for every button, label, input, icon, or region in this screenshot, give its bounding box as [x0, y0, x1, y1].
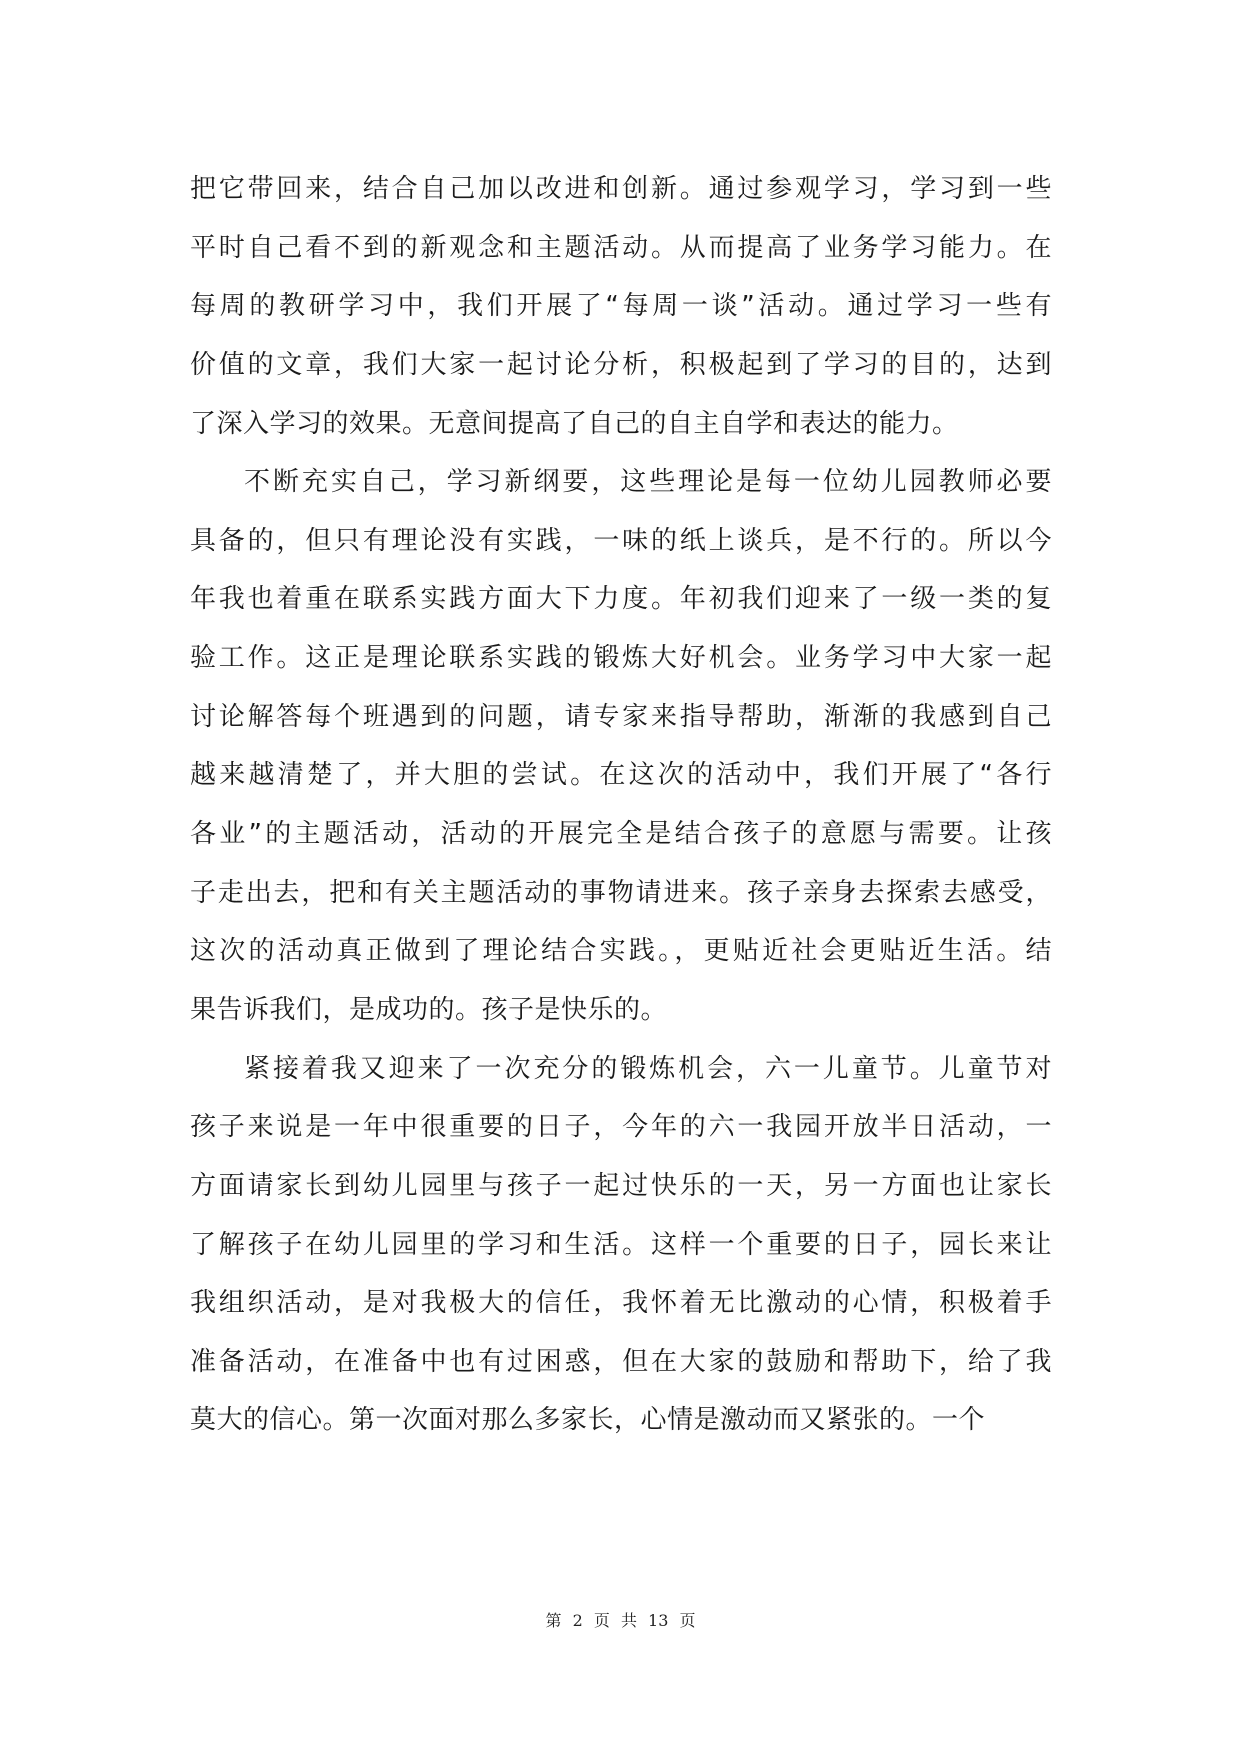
- text-line: 了解孩子在幼儿园里的学习和生活。这样一个重要的日子，园长来让: [190, 1229, 1052, 1260]
- text-line: 这次的活动真正做到了理论结合实践。，更贴近社会更贴近生活。结: [190, 936, 1052, 967]
- text-line: 平时自己看不到的新观念和主题活动。从而提高了业务学习能力。在: [190, 232, 1052, 263]
- text-line: 把它带回来，结合自己加以改进和创新。通过参观学习，学习到一些: [190, 174, 1052, 204]
- text-line: 子走出去，把和有关主题活动的事物请进来。孩子亲身去探索去感受，: [190, 877, 1052, 908]
- text-line: 方面请家长到幼儿园里与孩子一起过快乐的一天，另一方面也让家长: [190, 1170, 1052, 1201]
- text-line: 准备活动，在准备中也有过困惑，但在大家的鼓励和帮助下，给了我: [190, 1346, 1052, 1377]
- text-line: 紧接着我又迎来了一次充分的锻炼机会，六一儿童节。儿童节对: [244, 1053, 1052, 1084]
- text-line: 各业”的主题活动，活动的开展完全是结合孩子的意愿与需要。让孩: [190, 819, 1052, 850]
- text-line: 年我也着重在联系实践方面大下力度。年初我们迎来了一级一类的复: [190, 584, 1052, 615]
- body-text: [190, 160, 1052, 1450]
- text-line: 果告诉我们，是成功的。孩子是快乐的。: [190, 994, 668, 1025]
- text-line: 孩子来说是一年中很重要的日子，今年的六一我园开放半日活动，一: [190, 1112, 1052, 1143]
- text-line: 了深入学习的效果。无意间提高了自己的自主自学和表达的能力。: [190, 408, 959, 439]
- text-line: 莫大的信心。第一次面对那么多家长，心情是激动而又紧张的。一个: [190, 1405, 986, 1436]
- text-line: 具备的，但只有理论没有实践，一味的纸上谈兵，是不行的。所以今: [190, 525, 1052, 556]
- page-footer: 第 2 页 共 13 页: [545, 1611, 696, 1630]
- text-line: 我组织活动，是对我极大的信任，我怀着无比激动的心情，积极着手: [190, 1288, 1052, 1319]
- text-line: 不断充实自己，学习新纲要，这些理论是每一位幼儿园教师必要: [244, 467, 1052, 498]
- text-line: 每周的教研学习中，我们开展了“每周一谈”活动。通过学习一些有: [190, 291, 1052, 322]
- text-line: 越来越清楚了，并大胆的尝试。在这次的活动中，我们开展了“各行: [190, 760, 1052, 791]
- text-line: 验工作。这正是理论联系实践的锻炼大好机会。业务学习中大家一起: [190, 643, 1052, 674]
- text-line: 价值的文章，我们大家一起讨论分析，积极起到了学习的目的，达到: [190, 349, 1052, 380]
- text-line: 讨论解答每个班遇到的问题，请专家来指导帮助，渐渐的我感到自己: [190, 701, 1052, 732]
